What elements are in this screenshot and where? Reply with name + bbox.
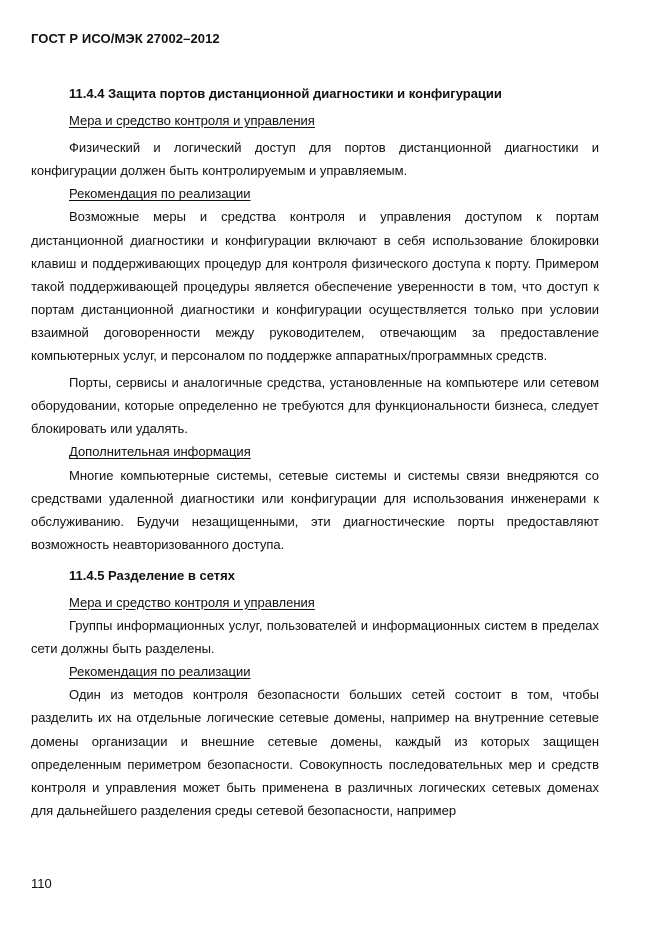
guidance-paragraph-2: Порты, сервисы и аналогичные средства, установленные на компьютере или сетевом оборудовании, которые определенно не требуются для функциональности бизнеса, следует блокировать или удалять. — [31, 375, 599, 437]
page-content — [31, 82, 599, 822]
standard-header: ГОСТ Р ИСО/МЭК 27002–2012 — [31, 31, 220, 46]
guidance-label-text: Рекомендация по реализации — [69, 186, 251, 202]
info-label-text: Дополнительная информация — [69, 444, 251, 460]
guidance-label-2-text: Рекомендация по реализации — [69, 664, 251, 680]
page-number: 110 — [31, 876, 52, 891]
control-paragraph: Физический и логический доступ для портов дистанционной диагностики и конфигурации должен быть контролируемым и управляемым. — [31, 140, 599, 179]
control-label-text: Мера и средство контроля и управления — [69, 113, 315, 129]
guidance-paragraph-1: Возможные меры и средства контроля и управления доступом к портам дистанционной диагностики и конфигурации включают в себя использование блокировки клавиш и поддерживающих процедур для контроля физического доступа к порту. Примером такой поддерживающей процедуры является обеспечение уверенности в том, что доступ к портам дистанционной диагностики и конфигурации осуществляется только при условии взаимной договоренности между руководителем, отвечающим за предоставление компьютерных услуг, и персоналом по поддержке аппаратных/программных средств. — [31, 209, 599, 364]
control-label-2 — [31, 591, 599, 614]
section-heading-11-4-4: 11.4.4 Защита портов дистанционной диагностики и конфигурации — [69, 86, 502, 101]
control-paragraph-2: Группы информационных услуг, пользователей и информационных систем в пределах сети должны быть разделены. — [31, 618, 599, 657]
info-paragraph: Многие компьютерные системы, сетевые системы и системы связи внедряются со средствами удаленной диагностики или конфигурации для использования инженерами к обслуживанию. Будучи незащищенными, эти диагностические порты предоставляют возможность неавторизованного доступа. — [31, 467, 599, 552]
guidance-label — [31, 182, 599, 205]
control-label — [31, 109, 599, 132]
control-label-2-text: Мера и средство контроля и управления — [69, 594, 315, 610]
info-label — [31, 440, 599, 463]
section-heading-11-4-5: 11.4.5 Разделение в сетях — [69, 567, 235, 583]
guidance-label-2 — [31, 660, 599, 683]
guidance-paragraph-3: Один из методов контроля безопасности больших сетей состоит в том, чтобы разделить их на отдельные логические сетевые домены, например на внутренние сетевые домены организации и внешние сетевые домены, каждый из которых защищен определенным периметром безопасности. Совокупность последовательных мер и средств контроля и управления может быть применена в различных логических сетевых доменах для дальнейшего разделения среды сетевой безопасности, например — [31, 687, 599, 818]
